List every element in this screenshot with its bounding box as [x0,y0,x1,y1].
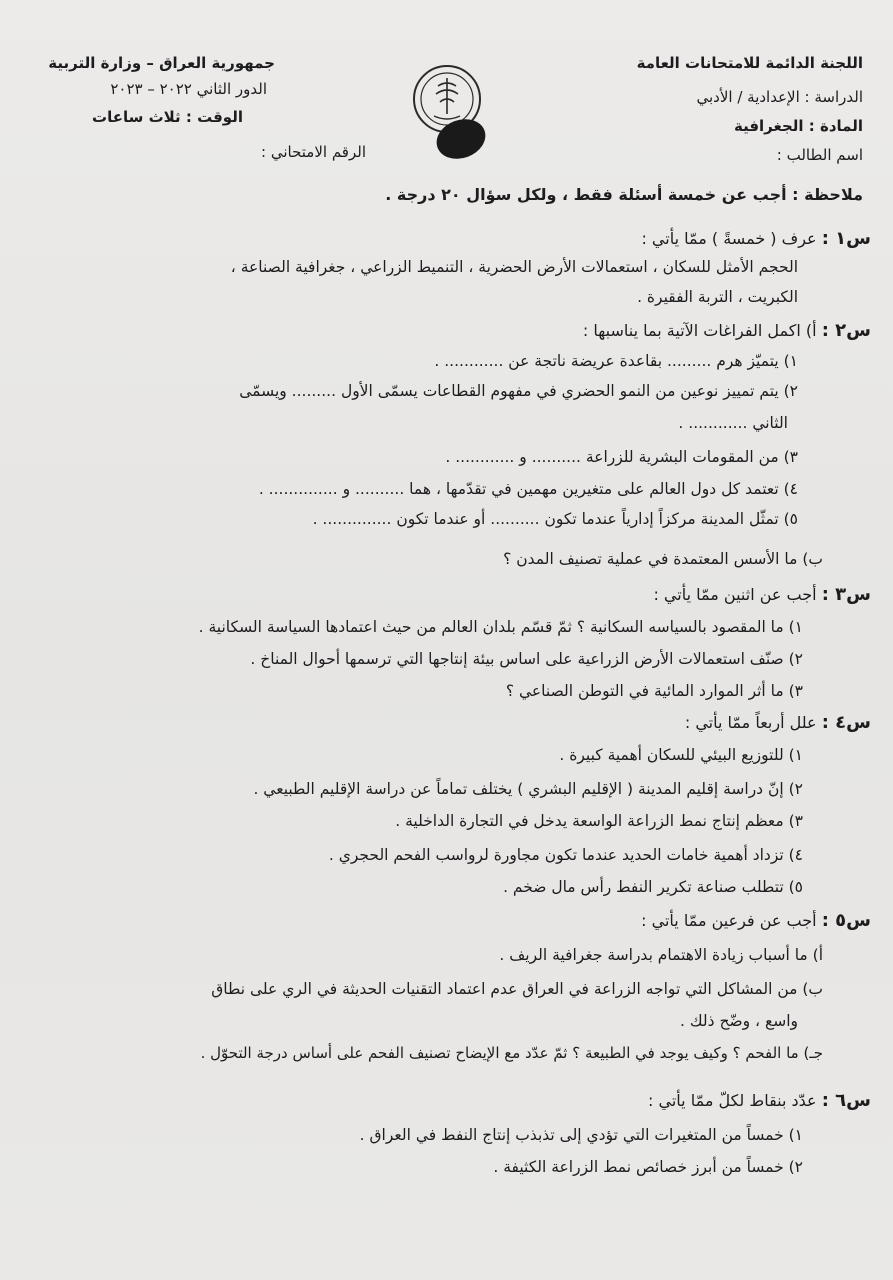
q3-prompt: أجب عن اثنين ممّا يأتي : [653,585,817,604]
q3-header [653,584,871,605]
q6-item-1: ١) خمساً من المتغيرات التي تؤدي إلى تذبذب إنتاج النفط في العراق . [359,1126,803,1144]
q5-item-b-cont: واسع ، وضّح ذلك . [679,1012,798,1030]
q4-item-3: ٣) معظم إنتاج نمط الزراعة الواسعة يدخل في التجارة الداخلية . [395,812,803,830]
exam-number-field: الرقم الامتحاني : [261,143,366,161]
q1-line-1: الحجم الأمثل للسكان ، استعمالات الأرض الحضرية ، التنميط الزراعي ، جغرافية الصناعة ، [230,258,798,276]
q2-header [583,320,871,341]
q2-part-b: ب) ما الأسس المعتمدة في عملية تصنيف المدن ؟ [503,550,823,568]
republic-ministry: جمهورية العراق – وزارة التربية [48,54,275,72]
q2-number: س٢ : [821,320,871,341]
q6-number: س٦ : [821,1090,871,1111]
q2-item-1: ١) يتميّز هرم ......... بقاعدة عريضة ناتجة عن ............ . [434,352,798,370]
q5-item-c: جـ) ما الفحم ؟ وكيف يوجد في الطبيعة ؟ ثمّ عدّد مع الإيضاح تصنيف الفحم على أساس درجة التحوّل . [200,1044,823,1062]
q3-item-1: ١) ما المقصود بالسياسه السكانية ؟ ثمّ قسّم بلدان العالم من حيث اعتمادها السياسة السكانية . [198,618,803,636]
q4-item-4: ٤) تزداد أهمية خامات الحديد عندما تكون مجاورة لرواسب الفحم الحجري . [328,846,803,864]
q2-item-4: ٤) تعتمد كل دول العالم على متغيرين مهمين في تقدّمها ، هما .......... و .............. . [258,480,798,498]
study-track: الدراسة : الإعدادية / الأدبي [696,88,863,106]
q2-item-3: ٣) من المقومات البشرية للزراعة .......... و ............ . [445,448,798,466]
committee-name: اللجنة الدائمة للامتحانات العامة [636,54,863,72]
q3-number: س٣ : [821,584,871,605]
q6-item-2: ٢) خمساً من أبرز خصائص نمط الزراعة الكثيفة . [493,1158,803,1176]
exam-time: الوقت : ثلاث ساعات [92,108,243,126]
q1-number: س١ : [821,228,871,249]
q6-header [648,1090,871,1111]
q4-prompt: علل أربعاً ممّا يأتي : [684,713,817,732]
q1-prompt: عرف ( خمسةً ) ممّا يأتي : [641,229,817,248]
q3-item-3: ٣) ما أثر الموارد المائية في التوطن الصناعي ؟ [505,682,803,700]
q6-prompt: عدّد بنقاط لكلّ ممّا يأتي : [648,1091,817,1110]
q5-prompt: أجب عن فرعين ممّا يأتي : [641,911,817,930]
q2-item-2-cont: الثاني ............ . [678,414,788,432]
q5-item-b: ب) من المشاكل التي تواجه الزراعة في العراق عدم اعتماد التقنيات الحديثة في الري على نطاق [211,980,823,998]
q4-number: س٤ : [821,712,871,733]
q2-item-5: ٥) تمثّل المدينة مركزاً إدارياً عندما تكون .......... أو عندما تكون .............. . [312,510,798,528]
q5-header [641,910,871,931]
q5-number: س٥ : [821,910,871,931]
q2-prompt: أ) اكمل الفراغات الآتية بما يناسبها : [582,321,817,340]
subject-label: المادة : الجغرافية [733,117,863,135]
q4-header [685,712,871,733]
q4-item-1: ١) للتوزيع البيئي للسكان أهمية كبيرة . [559,746,803,764]
q4-item-2: ٢) إنّ دراسة إقليم المدينة ( الإقليم البشري ) يختلف تماماً عن دراسة الإقليم الطبيعي . [253,780,803,798]
q1-line-2: الكبريت ، التربة الفقيرة . [637,288,798,306]
student-name-field: اسم الطالب : [776,146,863,164]
q2-item-2: ٢) يتم تمييز نوعين من النمو الحضري في مفهوم القطاعات يسمّى الأول ......... ويسمّى [239,382,798,400]
q1-header [641,228,871,249]
q4-item-5: ٥) تتطلب صناعة تكرير النفط رأس مال ضخم . [503,878,803,896]
exam-round: الدور الثاني ٢٠٢٢ – ٢٠٢٣ [110,80,267,98]
q3-item-2: ٢) صنّف استعمالات الأرض الزراعية على اساس بيئة إنتاجها التي ترسمها أحوال المناخ . [250,650,803,668]
q5-item-a: أ) ما أسباب زيادة الاهتمام بدراسة جغرافية الريف . [499,946,823,964]
exam-note: ملاحظة : أجب عن خمسة أسئلة فقط ، ولكل سؤال ٢٠ درجة . [385,185,863,204]
